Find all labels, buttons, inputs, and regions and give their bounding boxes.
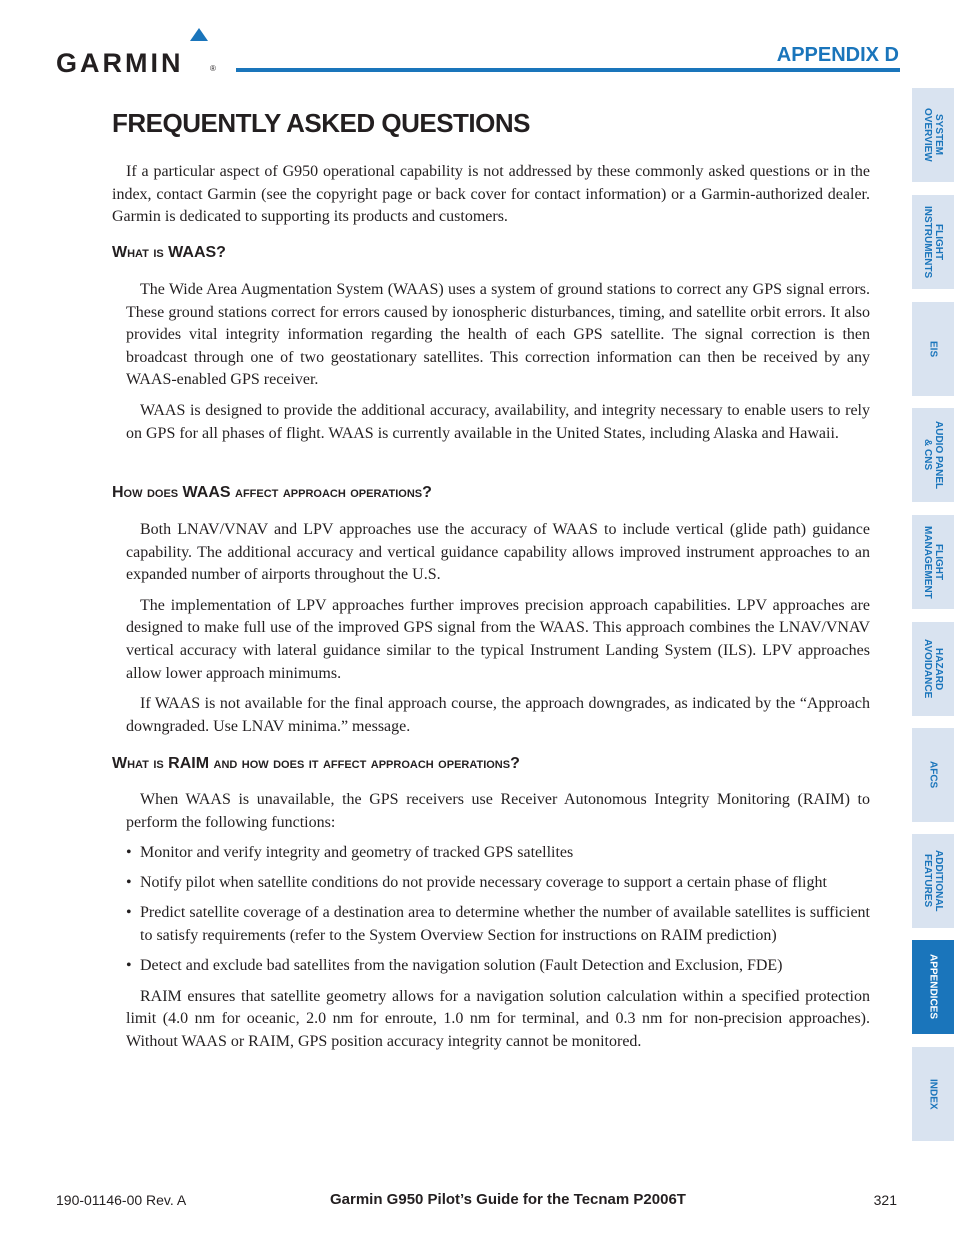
section-heading-what-is-waas: What is WAAS?	[112, 244, 226, 261]
appendix-label: APPENDIX D	[776, 44, 899, 66]
section-how-does-waas-affect	[126, 519, 870, 746]
paragraph: WAAS is designed to provide the additional accuracy, availability, and integrity necessary to enable users to rely on GPS for all phases of flight. WAAS is currently available in the United States, including Alaska and Hawaii.	[126, 401, 870, 442]
bullet-icon: •	[126, 957, 132, 975]
tab-label: FLIGHT MANAGEMENT	[922, 525, 944, 599]
paragraph: Both LNAV/VNAV and LPV approaches use the accuracy of WAAS to include vertical (glide path) guidance capability. The additional accuracy and vertical guidance capability allows improved instrument approaches to an expanded number of airports throughout the U.S.	[126, 521, 870, 584]
section-what-is-waas	[126, 279, 870, 453]
list-item-text: Detect and exclude bad satellites from the navigation solution (Fault Detection and Exclusion, FDE)	[140, 957, 783, 975]
logo-registered-mark: ®	[210, 64, 216, 73]
bullet-icon: •	[126, 844, 132, 862]
list-item	[126, 902, 870, 947]
tab-label: EIS	[927, 340, 939, 358]
paragraph: When WAAS is unavailable, the GPS receivers use Receiver Autonomous Integrity Monitoring (RAIM) to perform the following functions:	[126, 791, 870, 831]
tab-label: AFCS	[927, 761, 939, 789]
header-rule	[236, 68, 900, 72]
tab-flight-instruments[interactable]	[912, 195, 954, 289]
tab-system-overview[interactable]	[912, 88, 954, 182]
list-item	[126, 872, 870, 895]
section-what-is-raim	[126, 789, 870, 1061]
list-item	[126, 955, 870, 978]
tab-label: SYSTEM OVERVIEW	[922, 108, 944, 162]
paragraph: The implementation of LPV approaches further improves precision approach capabilities. LPV approaches are designed to make full use of the improved GPS signal from the WAAS. This approach combines the LNAV/VNAV vertical accuracy with lateral guidance similar to the typical Instrument Landing System (ILS). LPV approaches allow lower approach minimums.	[126, 596, 870, 682]
tab-label: ADDITIONAL FEATURES	[922, 850, 944, 912]
list-item	[126, 842, 870, 865]
list-item-text: Monitor and verify integrity and geometry of tracked GPS satellites	[140, 844, 574, 862]
footer-guide-title: Garmin G950 Pilot’s Guide for the Tecnam P2006T	[330, 1191, 686, 1208]
tab-label: APPENDICES	[927, 954, 939, 1020]
tab-appendices[interactable]	[912, 940, 954, 1034]
intro-paragraph: If a particular aspect of G950 operational capability is not addressed by these commonly asked questions or in the index, contact Garmin (see the copyright page or back cover for contact information) or a Garmin-authorized dealer. Garmin is dedicated to supporting its products and customers.	[112, 163, 870, 226]
logo-wordmark: GARMIN	[56, 48, 184, 78]
logo-delta-icon	[190, 28, 208, 41]
paragraph: The Wide Area Augmentation System (WAAS) uses a system of ground stations to correct any GPS signal errors. These ground stations correct for errors caused by ionospheric disturbances, timing, and satellite orbit errors. It also provides vital integrity information regarding the health of each GPS satellite. The signal correction is then broadcast through one of two geostationary satellites. This correction information can then be received by any WAAS-enabled GPS receiver.	[126, 281, 870, 389]
footer-page-number: 321	[873, 1192, 897, 1208]
paragraph: If WAAS is not available for the final approach course, the approach downgrades, as indicated by the “Approach downgraded. Use LNAV minima.” message.	[126, 695, 870, 735]
tab-flight-management[interactable]	[912, 515, 954, 609]
tab-hazard-avoidance[interactable]	[912, 622, 954, 716]
tab-audio-panel-cns[interactable]	[912, 408, 954, 502]
garmin-logo	[56, 28, 221, 76]
page-title: FREQUENTLY ASKED QUESTIONS	[112, 108, 530, 138]
tab-additional-features[interactable]	[912, 834, 954, 928]
tab-label: FLIGHT INSTRUMENTS	[922, 205, 944, 279]
section-heading-what-is-raim: What is RAIM and how does it affect approach operations?	[112, 755, 520, 772]
paragraph: RAIM ensures that satellite geometry allows for a navigation solution calculation within a specified protection limit (4.0 nm for oceanic, 2.0 nm for enroute, 1.0 nm for terminal, and 0.3 nm for non-precision approaches). Without WAAS or RAIM, GPS position accuracy integrity cannot be monitored.	[126, 987, 870, 1050]
bullet-icon: •	[126, 904, 132, 922]
footer-doc-number: 190-01146-00 Rev. A	[56, 1192, 187, 1208]
tab-label: AUDIO PANEL & CNS	[922, 420, 944, 490]
list-item-text: Predict satellite coverage of a destination area to determine whether the number of available satellites is sufficient to satisfy requirements (refer to the System Overview Section for instructions on RAIM prediction)	[140, 904, 870, 944]
section-heading-how-does-waas-affect: How does WAAS affect approach operations?	[112, 484, 432, 501]
tab-label: INDEX	[927, 1078, 939, 1110]
bullet-icon: •	[126, 874, 132, 892]
tab-eis[interactable]	[912, 302, 954, 396]
list-item-text: Notify pilot when satellite conditions do not provide necessary coverage to support a certain phase of flight	[140, 874, 827, 892]
tab-label: HAZARD AVOIDANCE	[922, 639, 944, 699]
tab-afcs[interactable]	[912, 728, 954, 822]
raim-functions-list	[126, 842, 870, 977]
tab-index[interactable]	[912, 1047, 954, 1141]
